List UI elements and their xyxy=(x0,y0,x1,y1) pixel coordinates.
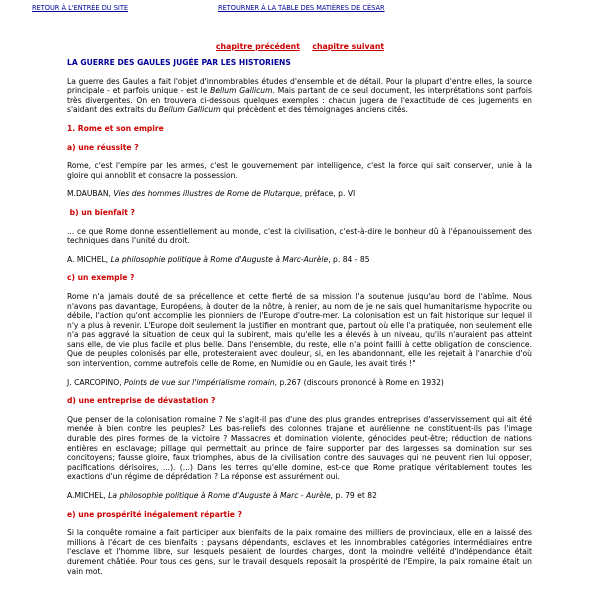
home-link[interactable]: RETOUR À L'ENTRÉE DU SITE xyxy=(32,4,129,12)
citation-b xyxy=(67,255,532,265)
intro-work-1: Bellum Gallicum xyxy=(210,86,273,96)
citation-author: J. CARCOPINO, xyxy=(67,377,125,387)
citation-author: A.MICHEL, xyxy=(67,491,109,500)
quote-a: Rome, c'est l'empire par les armes, c'est le gouvernement par intelligence, c'est la force qui sait conserver, unie à la gloire qui annoblit et consacre la possession. xyxy=(67,161,532,180)
chapter-navigation xyxy=(0,42,600,52)
quote-b: ... ce que Rome donne essentiellement au monde, c'est la civilisation, c'est-à-dire le bonheur dû à l'épanouissement des techniques dans l'unité du droit. xyxy=(67,226,532,246)
previous-chapter-link[interactable]: chapitre précédent xyxy=(215,42,300,51)
next-chapter-link[interactable]: chapitre suivant xyxy=(312,42,385,51)
subheading-e: e) une prospérité inégalement répartie ? xyxy=(67,509,242,519)
top-navigation xyxy=(0,4,600,16)
intro-paragraph xyxy=(67,77,532,115)
citation-detail: , préface, p. VI xyxy=(299,189,356,199)
citation-a xyxy=(67,189,532,199)
quote-c: Rome n'a jamais douté de sa précellence et cette fierté de sa mission l'a soutenue jusqu'au bord de l'abîme. Nous n'avons pas davantage, Européens, à douter de la nôtre, à renier, au nom de je ne sais quel humanitarisme hypocrite ou débile, l'action qu'ont accomplie les pionniers de l'Europe d'outre-mer. La colonisation est un fait historique sur lequel il n'y a plus à revenir. L'Europe doit seulement la justifier en montrant que, partout où elle l'a pratiquée, non seulement elle n'a pas aggravé la situation de ceux qui la subirent, mais qu'elle les a élevés à un niveau, qu'ils n'auraient pas atteint sans elle, de vie plus facile et plus belle. Dans l'ensemble, du reste, elle n'a point failli à cette obligation de conscience. Que de peuples colonisés par elle, protesteraient avec douleur, si, en les abandonnant, elle les rejetait à l'anarchie d'où son intervention, comme autrefois celle de Rome, en Numidie ou en Gaule, les avait tirés !" xyxy=(67,291,532,369)
citation-work: La philosophie politique à Rome d'Auguste à Marc - Aurèle xyxy=(108,491,331,500)
intro-text-2: . Mais partant de ce seul document, les interprétations sont parfois très divergentes. On en trouvera ci-dessous quelques exemples : chacun jugera de l'exactitude de ces jugements en s'aidant des extraits du xyxy=(67,86,532,115)
citation-work: La philosophie politique à Rome d'Auguste à Marc-Aurèle xyxy=(110,254,329,264)
intro-work-2: Bellum Gallicum xyxy=(158,105,221,115)
citation-d xyxy=(67,491,532,501)
citation-detail: , p.267 (discours prononcé à Rome en 1932) xyxy=(274,377,444,387)
quote-d: Que penser de la colonisation romaine ? Ne s'agit-il pas d'une des plus grandes entreprises d'asservissement qui ait été menée à bien contre les peuples? Les bas-reliefs des colonnes trajane et aurélienne ne constituent-ils pas l'image durable des pires formes de la victoire ? Massacres et domination violente, génocides peut-être; réduction de nations entières en esclavage; pillage qui permettait au prince de faire supporter par des largesses sa domination sur ses concitoyens; fausse gloire, faux triomphes, abus de la civilisation contre des sauvages qui ne peuvent rien lui opposer, pacifications dérisoires, ...). (...) Dans les terres qu'elle domine, est-ce que Rome pratique véritablement toutes les exactions d'un régime de déprédation ? La réponse est assurément oui. xyxy=(67,414,532,482)
intro-text-1: La guerre des Gaules a fait l'objet d'innombrables études d'ensemble et de détail. Pour la plupart d'entre elles, la source principale - et parfois unique - est le xyxy=(67,76,532,96)
citation-detail: , p. 79 et 82 xyxy=(330,491,377,500)
subheading-c: c) un exemple ? xyxy=(67,273,135,283)
citation-c xyxy=(67,378,532,388)
section-heading: 1. Rome et son empire xyxy=(67,123,164,133)
intro-text-3: qui précèdent et des témoignages anciens cités. xyxy=(220,105,408,115)
citation-detail: , p. 84 - 85 xyxy=(328,254,370,264)
table-of-contents-link[interactable]: RETOURNER À LA TABLE DES MATIÈRES DE CÉSAR xyxy=(218,4,385,12)
page-title: LA GUERRE DES GAULES JUGÉE PAR LES HISTORIENS xyxy=(67,58,291,67)
subheading-a: a) une réussite ? xyxy=(67,142,139,152)
quote-e: Si la conquête romaine a fait participer aux bienfaits de la paix romaine des milliers de provinciaux, elle en a laissé des millions à l'écart de ces bienfaits : paysans dépendants, esclaves et les innombrables catégories intermédiaires entre l'esclave et l'homme libre, sur lesquels pesaient de lourdes charges, dont la moindre velléité d'indépendance était durement châtiée. Pour tous ces gens, sur le travail desquels reposait la prospérité de l'Empire, la paix romaine était un vain mot. xyxy=(67,528,532,576)
subheading-b: b) un bienfait ? xyxy=(67,207,135,217)
subheading-d: d) une entreprise de dévastation ? xyxy=(67,396,216,406)
main-content xyxy=(67,58,532,585)
citation-work: Vies des hommes illustres de Rome de Plutarque xyxy=(113,189,300,199)
citation-author: M.DAUBAN, xyxy=(67,189,114,199)
citation-work: Points de vue sur l'impérialisme romain xyxy=(124,377,275,387)
citation-author: A. MICHEL, xyxy=(67,254,111,264)
